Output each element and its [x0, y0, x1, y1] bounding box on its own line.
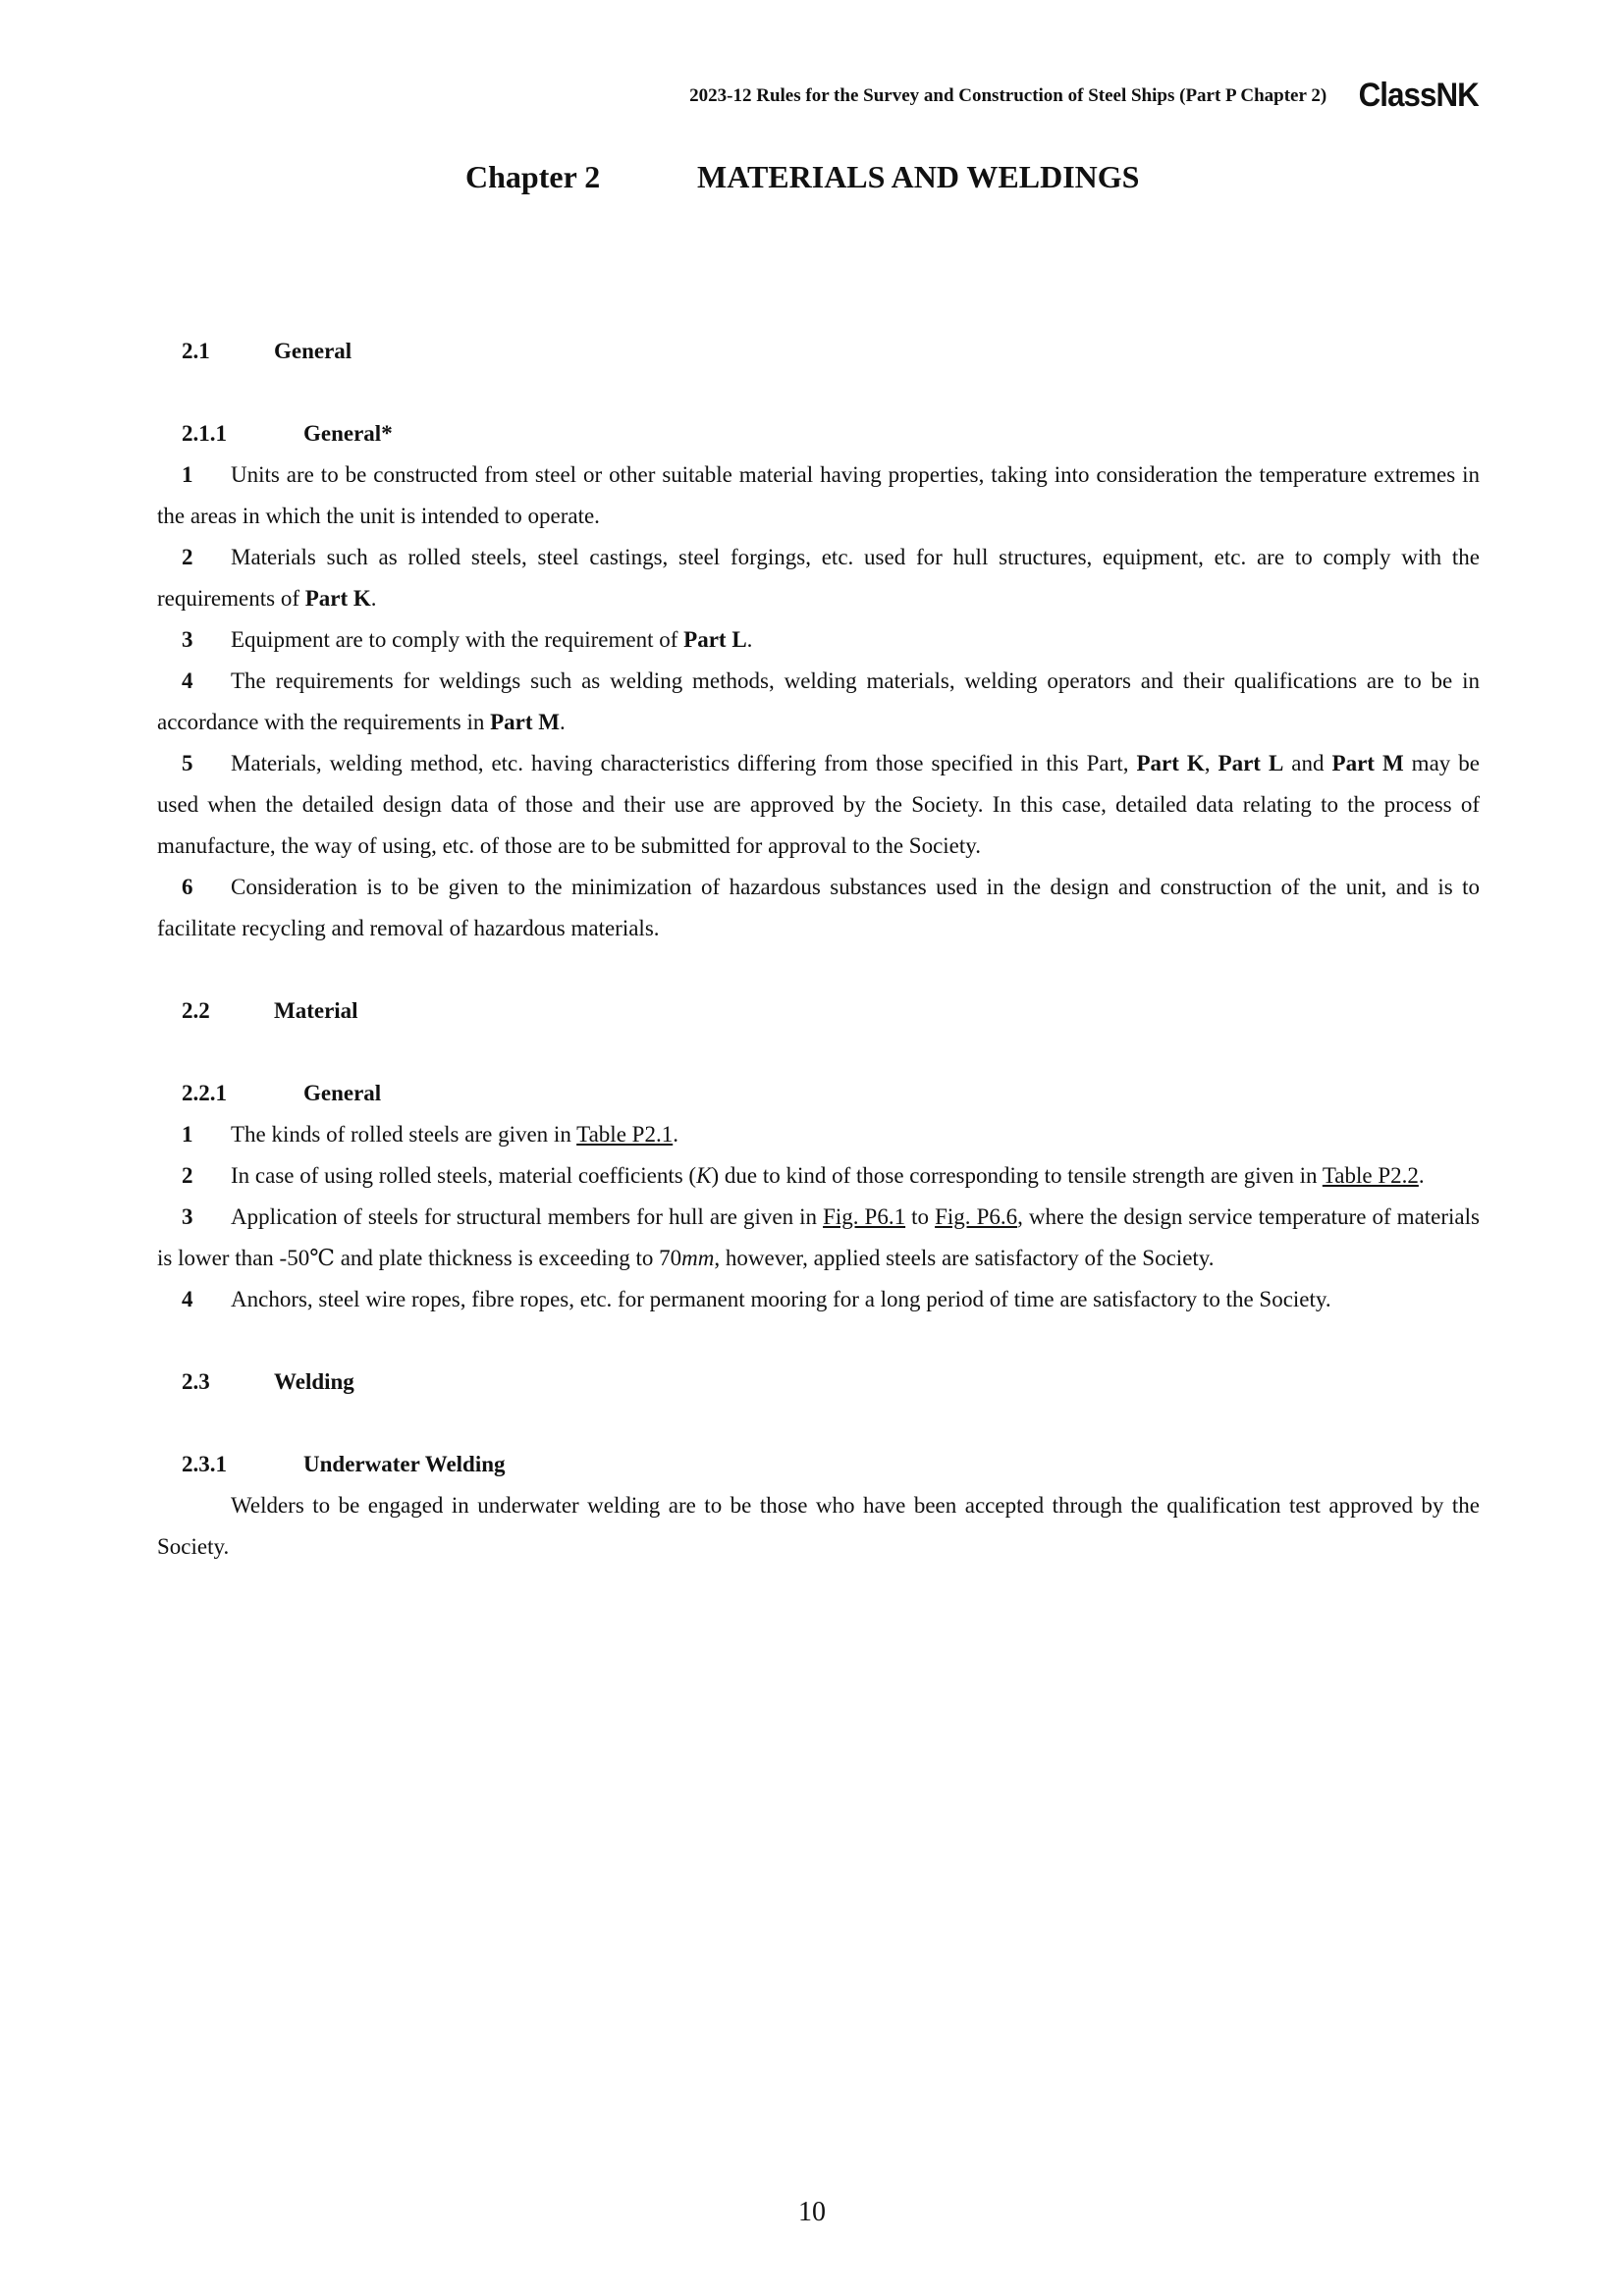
- paragraph-number: 1: [182, 462, 193, 487]
- unit-symbol: mm: [681, 1246, 715, 1270]
- running-header: [689, 77, 1479, 115]
- paragraph-2-2-1-4: [157, 1279, 1480, 1320]
- paragraph-text: Units are to be constructed from steel or other suitable material having properties, taking into consideration the temperature extremes in the areas in which the unit is intended to operate.: [157, 462, 1480, 528]
- section-title: General: [274, 339, 352, 363]
- paragraph-text: , where the design service temperature of materials is lower than -50℃ and plate thickness is exceeding to 70: [157, 1204, 1480, 1270]
- paragraph-number: 1: [182, 1122, 193, 1147]
- paragraph-text: Materials such as rolled steels, steel castings, steel forgings, etc. used for hull structures, equipment, etc. are to comply with the requirements of: [157, 545, 1480, 611]
- paragraph-text-end: may be used when the detailed design data of those and their use are approved by the Society. In this case, detailed data relating to the process of manufacture, the way of using, etc. of those are to be submitted for approval to the Society.: [157, 751, 1480, 858]
- table-reference-link[interactable]: Table P2.1: [576, 1122, 674, 1147]
- paragraph-text: Equipment are to comply with the requirement of: [231, 627, 684, 652]
- subsection-title: General: [303, 1081, 382, 1105]
- part-reference: Part L: [683, 627, 747, 652]
- table-reference-link[interactable]: Table P2.2: [1322, 1163, 1419, 1188]
- paragraph-text: In case of using rolled steels, material coefficients (: [231, 1163, 697, 1188]
- paragraph-text: Welders to be engaged in underwater welding are to be those who have been accepted through the qualification test approved by the Society.: [157, 1493, 1480, 1559]
- paragraph-2-1-1-5: [157, 743, 1480, 867]
- part-reference: Part K: [1136, 751, 1205, 775]
- spacer: [157, 1032, 1480, 1073]
- part-reference: Part L: [1218, 751, 1284, 775]
- paragraph-number: 6: [182, 875, 193, 899]
- document-body: [157, 331, 1480, 1568]
- paragraph-number: 4: [182, 668, 193, 693]
- subsection-number: 2.2.1: [182, 1081, 227, 1105]
- paragraph-number: 2: [182, 545, 193, 569]
- paragraph-text: Consideration is to be given to the minimization of hazardous substances used in the design and construction of the unit, and is to facilitate recycling and removal of hazardous materials.: [157, 875, 1480, 940]
- paragraph-number: 3: [182, 627, 193, 652]
- paragraph-2-2-1-1: [157, 1114, 1480, 1155]
- section-number: 2.1: [182, 339, 210, 363]
- subsection-number: 2.3.1: [182, 1452, 227, 1476]
- part-reference: Part M: [490, 710, 560, 734]
- paragraph-2-1-1-6: [157, 867, 1480, 949]
- paragraph-text: Anchors, steel wire ropes, fibre ropes, etc. for permanent mooring for a long period of time are satisfactory to the Society.: [231, 1287, 1331, 1311]
- paragraph-2-1-1-4: [157, 661, 1480, 743]
- coefficient-symbol: K: [696, 1163, 712, 1188]
- separator: to: [905, 1204, 936, 1229]
- paragraph-2-3-1: [157, 1485, 1480, 1568]
- section-number: 2.2: [182, 998, 210, 1023]
- classnk-logo: ClassNK: [1358, 77, 1479, 114]
- section-heading-2-3: [182, 1362, 1480, 1403]
- subsection-heading-2-3-1: [182, 1444, 1480, 1485]
- spacer: [157, 949, 1480, 990]
- subsection-title: Underwater Welding: [303, 1452, 506, 1476]
- chapter-number: Chapter 2: [465, 159, 601, 194]
- paragraph-text-end: , however, applied steels are satisfactory of the Society.: [714, 1246, 1215, 1270]
- section-heading-2-2: [182, 990, 1480, 1032]
- subsection-heading-2-2-1: [182, 1073, 1480, 1114]
- section-number: 2.3: [182, 1369, 210, 1394]
- page-number: 10: [798, 2197, 826, 2227]
- paragraph-2-2-1-2: [157, 1155, 1480, 1197]
- spacer: [157, 372, 1480, 413]
- paragraph-number: 3: [182, 1204, 193, 1229]
- paragraph-2-2-1-3: [157, 1197, 1480, 1279]
- figure-reference-link[interactable]: Fig. P6.1: [823, 1204, 906, 1229]
- paragraph-text: Application of steels for structural members for hull are given in: [231, 1204, 824, 1229]
- paragraph-number: 4: [182, 1287, 193, 1311]
- paragraph-text-end: .: [746, 627, 753, 652]
- part-reference: Part K: [304, 586, 371, 611]
- section-heading-2-1: [182, 331, 1480, 372]
- section-title: Welding: [274, 1369, 354, 1394]
- figure-reference-link[interactable]: Fig. P6.6: [935, 1204, 1018, 1229]
- paragraph-2-1-1-2: [157, 537, 1480, 619]
- subsection-title: General*: [303, 421, 393, 446]
- subsection-number: 2.1.1: [182, 421, 227, 446]
- separator: ,: [1204, 751, 1218, 775]
- paragraph-text-end: .: [1418, 1163, 1425, 1188]
- paragraph-number: 5: [182, 751, 193, 775]
- paragraph-2-1-1-3: [157, 619, 1480, 661]
- running-title: 2023-12 Rules for the Survey and Construction of Steel Ships (Part P Chapter 2): [689, 84, 1327, 106]
- paragraph-number: 2: [182, 1163, 193, 1188]
- paragraph-2-1-1-1: [157, 454, 1480, 537]
- subsection-heading-2-1-1: [182, 413, 1480, 454]
- paragraph-text: The kinds of rolled steels are given in: [231, 1122, 577, 1147]
- paragraph-text: The requirements for weldings such as welding methods, welding materials, welding operators and their qualifications are to be in accordance with the requirements in: [157, 668, 1480, 734]
- separator: and: [1283, 751, 1332, 775]
- part-reference: Part M: [1331, 751, 1404, 775]
- section-title: Material: [274, 998, 358, 1023]
- paragraph-text-end: .: [370, 586, 377, 611]
- paragraph-text-end: .: [560, 710, 566, 734]
- spacer: [157, 1403, 1480, 1444]
- paragraph-text-end: .: [673, 1122, 678, 1147]
- paragraph-text: Materials, welding method, etc. having characteristics differing from those specified in this Part,: [231, 751, 1137, 775]
- spacer: [157, 1320, 1480, 1362]
- chapter-title: MATERIALS AND WELDINGS: [697, 159, 1140, 194]
- paragraph-text: ) due to kind of those corresponding to tensile strength are given in: [711, 1163, 1323, 1188]
